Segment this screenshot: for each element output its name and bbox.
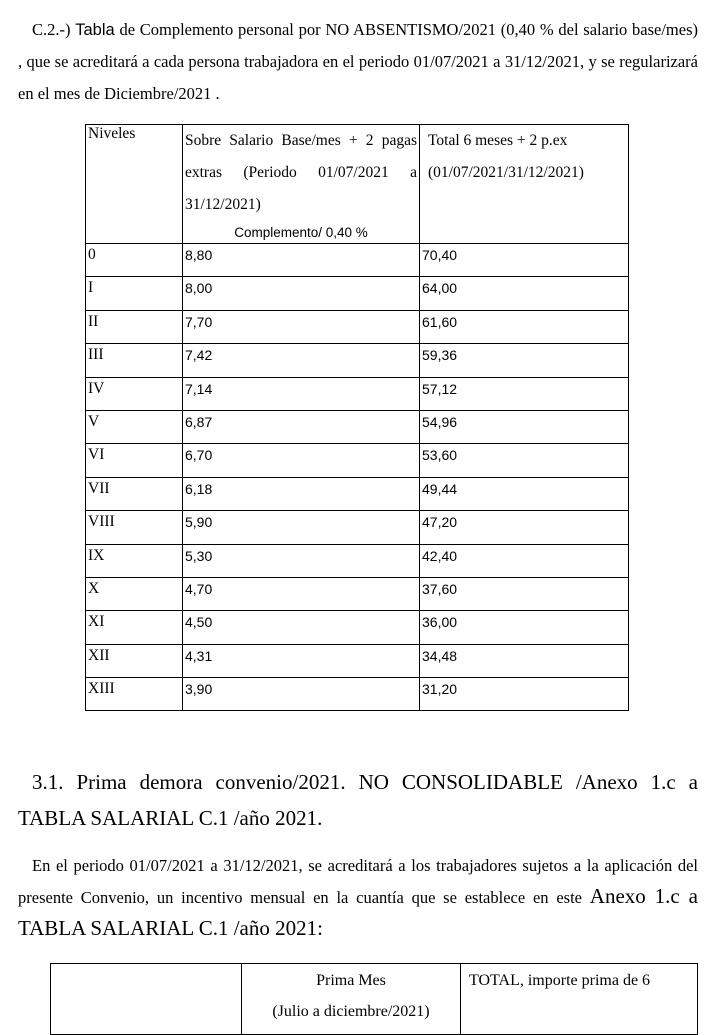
prima-header-total: TOTAL, importe prima de 6	[461, 964, 698, 1035]
total-cell: 70,40	[420, 244, 629, 277]
complemento-table-body	[86, 244, 629, 711]
complemento-cell: 7,42	[183, 344, 420, 377]
nivel-cell: VII	[86, 477, 183, 510]
table-row	[86, 644, 629, 677]
nivel-cell: X	[86, 577, 183, 610]
complemento-cell: 7,14	[183, 377, 420, 410]
complemento-cell: 6,87	[183, 410, 420, 443]
total-cell: 61,60	[420, 310, 629, 343]
total-cell: 36,00	[420, 611, 629, 644]
prima-header-mes	[242, 964, 461, 1035]
prima-header-empty	[51, 964, 242, 1035]
table-row	[86, 611, 629, 644]
nivel-cell: IV	[86, 377, 183, 410]
total-cell: 54,96	[420, 410, 629, 443]
total-cell: 34,48	[420, 644, 629, 677]
nivel-cell: IX	[86, 544, 183, 577]
total-cell: 59,36	[420, 344, 629, 377]
table-row	[86, 678, 629, 711]
table-row	[86, 511, 629, 544]
section-31-para-main: En el periodo 01/07/2021 a 31/12/2021, se acreditará a los trabajadores sujetos a la aplicación del presente Convenio, un incentivo mensual en la cuantía que se establece en este	[18, 856, 698, 907]
total-cell: 47,20	[420, 511, 629, 544]
total-cell: 57,12	[420, 377, 629, 410]
complemento-cell: 7,70	[183, 310, 420, 343]
prima-table	[50, 963, 698, 1035]
prima-table-header	[51, 964, 698, 1035]
nivel-cell: I	[86, 277, 183, 310]
total-cell: 64,00	[420, 277, 629, 310]
total-cell: 31,20	[420, 678, 629, 711]
nivel-cell: II	[86, 310, 183, 343]
nivel-cell: VI	[86, 444, 183, 477]
header-sobre-salario-text: Sobre Salario Base/mes + 2 pagas extras (Periodo 01/07/2021 a 31/12/2021)	[185, 132, 417, 213]
table-row	[86, 544, 629, 577]
nivel-cell: XII	[86, 644, 183, 677]
total-cell: 42,40	[420, 544, 629, 577]
nivel-cell: III	[86, 344, 183, 377]
table-row	[86, 244, 629, 277]
complemento-table	[85, 124, 629, 711]
table-row	[86, 477, 629, 510]
header-complemento-sub: Complemento/ 0,40 %	[234, 225, 368, 240]
prima-header-mes-line2: (Julio a diciembre/2021)	[272, 1003, 430, 1020]
section-c2-body: de Complemento personal por NO ABSENTISMO/2021 (0,40 % del salario base/mes) , que se acreditará a cada persona trabajadora en el periodo 01/07/2021 a 31/12/2021, y se regularizará en el mes de Diciembre/2021 .	[18, 20, 698, 103]
complemento-cell: 3,90	[183, 678, 420, 711]
nivel-cell: 0	[86, 244, 183, 277]
table-row	[86, 310, 629, 343]
complemento-cell: 5,90	[183, 511, 420, 544]
total-cell: 53,60	[420, 444, 629, 477]
section-31-para-big: Anexo 1.c a TABLA SALARIAL C.1 /año 2021:	[18, 884, 698, 940]
complemento-cell: 8,80	[183, 244, 420, 277]
table-row	[86, 444, 629, 477]
nivel-cell: XIII	[86, 678, 183, 711]
header-sobre-salario	[183, 125, 420, 244]
table-row	[86, 344, 629, 377]
section-c2-prefix: C.2.-)	[32, 20, 76, 39]
complemento-table-header	[86, 125, 629, 244]
header-niveles	[86, 125, 183, 244]
total-cell: 49,44	[420, 477, 629, 510]
complemento-cell: 4,50	[183, 611, 420, 644]
section-31-paragraph	[18, 850, 698, 945]
section-c2-text	[18, 14, 698, 110]
nivel-cell: V	[86, 410, 183, 443]
complemento-cell: 5,30	[183, 544, 420, 577]
prima-header-mes-line1: Prima Mes	[316, 972, 386, 989]
section-c2-sans-word: Tabla	[75, 21, 115, 39]
header-niveles-text: Niveles	[88, 125, 136, 142]
table-row	[86, 377, 629, 410]
nivel-cell: XI	[86, 611, 183, 644]
table-row	[86, 410, 629, 443]
total-cell: 37,60	[420, 577, 629, 610]
table-row	[86, 577, 629, 610]
complemento-cell: 6,70	[183, 444, 420, 477]
complemento-cell: 4,31	[183, 644, 420, 677]
header-total-text: Total 6 meses + 2 p.ex (01/07/2021/31/12/2021)	[428, 132, 584, 181]
section-31-heading: 3.1. Prima demora convenio/2021. NO CONSOLIDABLE /Anexo 1.c a TABLA SALARIAL C.1 /año 2021.	[18, 770, 698, 830]
table-row	[86, 277, 629, 310]
complemento-cell: 4,70	[183, 577, 420, 610]
complemento-cell: 8,00	[183, 277, 420, 310]
nivel-cell: VIII	[86, 511, 183, 544]
header-total	[420, 125, 629, 244]
complemento-cell: 6,18	[183, 477, 420, 510]
